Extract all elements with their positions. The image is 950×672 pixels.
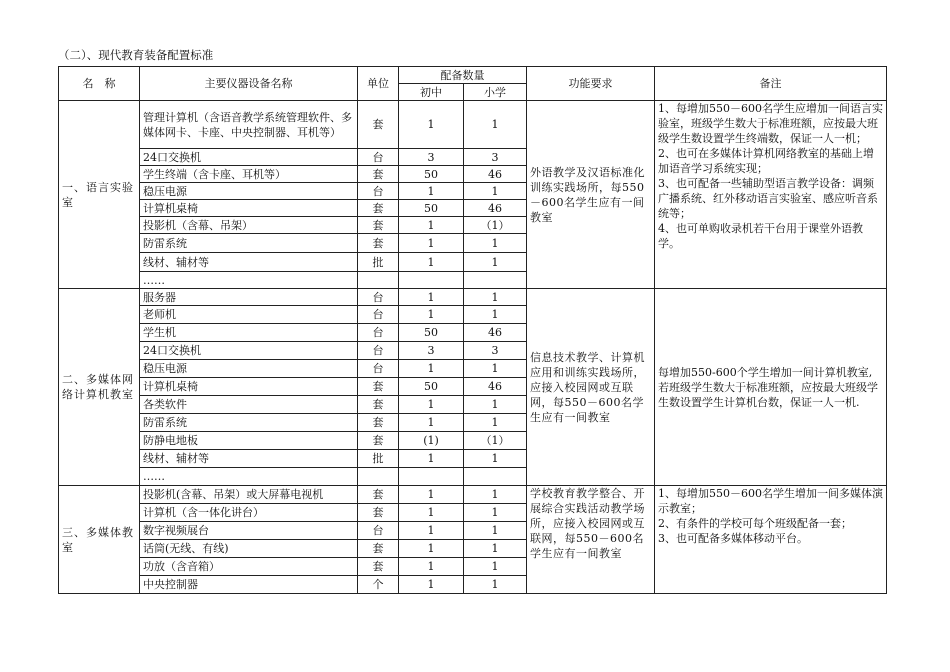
junior-qty: 1 — [399, 576, 464, 594]
header-junior: 初中 — [399, 84, 464, 101]
primary-qty: 1 — [464, 101, 527, 149]
equipment-standard-table — [58, 66, 887, 594]
remark-line: 2、有条件的学校可每个班级配备一套； — [658, 517, 852, 530]
unit-cell: 套 — [358, 486, 399, 504]
header-remark: 备注 — [655, 67, 887, 101]
primary-qty: 1 — [464, 396, 527, 414]
junior-qty: 1 — [399, 450, 464, 468]
unit-cell: 台 — [358, 360, 399, 378]
category-name: 一、语言实验室 — [59, 101, 140, 289]
equipment-name: …… — [140, 468, 358, 486]
equipment-name: 稳压电源 — [140, 360, 358, 378]
primary-qty: 1 — [464, 253, 527, 272]
function-requirement: 学校教育教学整合、开展综合实践活动教学场所，应接入校园网或互联网，每550－600名学生应有一间教室 — [527, 486, 655, 594]
junior-qty: 1 — [399, 396, 464, 414]
equipment-name: 投影机(含幕、吊架）或大屏幕电视机 — [140, 486, 358, 504]
equipment-name: 防雷系统 — [140, 414, 358, 432]
junior-qty: 1 — [399, 217, 464, 234]
remark-line: 2、也可在多媒体计算机网络教室的基础上增加语音学习系统实现； — [658, 147, 874, 175]
equipment-name: 防雷系统 — [140, 234, 358, 253]
unit-cell: 套 — [358, 504, 399, 522]
junior-qty: 3 — [399, 342, 464, 360]
equipment-name: 老师机 — [140, 306, 358, 324]
unit-cell: 批 — [358, 450, 399, 468]
unit-cell: 台 — [358, 324, 399, 342]
junior-qty — [399, 272, 464, 289]
equipment-name: 各类软件 — [140, 396, 358, 414]
category-name: 二、多媒体网络计算机教室 — [59, 289, 140, 486]
junior-qty: 1 — [399, 522, 464, 540]
table-row — [59, 101, 887, 149]
unit-cell: 套 — [358, 234, 399, 253]
unit-cell: 套 — [358, 200, 399, 217]
equipment-name: 线材、辅材等 — [140, 450, 358, 468]
junior-qty: 1 — [399, 101, 464, 149]
equipment-name: 24口交换机 — [140, 342, 358, 360]
primary-qty: （1） — [464, 432, 527, 450]
junior-qty: 50 — [399, 166, 464, 183]
equipment-name: 计算机桌椅 — [140, 200, 358, 217]
primary-qty: 1 — [464, 576, 527, 594]
unit-cell: 套 — [358, 414, 399, 432]
unit-cell: 套 — [358, 432, 399, 450]
junior-qty: 1 — [399, 289, 464, 306]
equipment-name: 学生机 — [140, 324, 358, 342]
unit-cell: 台 — [358, 289, 399, 306]
unit-cell: 台 — [358, 522, 399, 540]
header-function: 功能要求 — [527, 67, 655, 101]
equipment-name: 数字视频展台 — [140, 522, 358, 540]
header-equipment: 主要仪器设备名称 — [140, 67, 358, 101]
function-requirement: 外语教学及汉语标准化训练实践场所，每550－600名学生应有一间教室 — [527, 101, 655, 289]
function-requirement: 信息技术教学、计算机应用和训练实践场所，应接入校园网或互联网，每550－600名学生应有一间教室 — [527, 289, 655, 486]
primary-qty: 3 — [464, 149, 527, 166]
header-quantity: 配备数量 — [399, 67, 527, 84]
equipment-name: 稳压电源 — [140, 183, 358, 200]
primary-qty: （1） — [464, 217, 527, 234]
remark-cell — [655, 101, 887, 289]
primary-qty: 1 — [464, 522, 527, 540]
header-row-1 — [59, 67, 887, 84]
junior-qty — [399, 468, 464, 486]
remark-cell — [655, 289, 887, 486]
unit-cell: 套 — [358, 558, 399, 576]
equipment-name: 线材、辅材等 — [140, 253, 358, 272]
primary-qty: 1 — [464, 504, 527, 522]
unit-cell: 套 — [358, 101, 399, 149]
junior-qty: 1 — [399, 486, 464, 504]
primary-qty: 1 — [464, 360, 527, 378]
junior-qty: 1 — [399, 183, 464, 200]
primary-qty: 3 — [464, 342, 527, 360]
primary-qty: 1 — [464, 306, 527, 324]
unit-cell: 台 — [358, 306, 399, 324]
junior-qty: (1) — [399, 432, 464, 450]
table-row — [59, 289, 887, 306]
unit-cell: 套 — [358, 217, 399, 234]
junior-qty: 50 — [399, 200, 464, 217]
section-heading: （二）、现代教育装备配置标准 — [58, 48, 214, 62]
equipment-name: 服务器 — [140, 289, 358, 306]
primary-qty: 46 — [464, 378, 527, 396]
junior-qty: 1 — [399, 306, 464, 324]
equipment-name: 话筒(无线、有线) — [140, 540, 358, 558]
equipment-name: …… — [140, 272, 358, 289]
equipment-name: 中央控制器 — [140, 576, 358, 594]
primary-qty: 1 — [464, 558, 527, 576]
primary-qty: 46 — [464, 200, 527, 217]
remark-line: 4、也可单购收录机若干台用于课堂外语教学。 — [658, 222, 863, 250]
junior-qty: 1 — [399, 558, 464, 576]
equipment-name: 计算机（含一体化讲台） — [140, 504, 358, 522]
junior-qty: 3 — [399, 149, 464, 166]
remark-line: 每增加550-600个学生增加一间计算机教室,若班级学生数大于标准班额，应按最大班级学生数设置学生计算机台数，保证一人一机. — [658, 365, 878, 409]
unit-cell: 套 — [358, 396, 399, 414]
header-unit: 单位 — [358, 67, 399, 101]
primary-qty: 1 — [464, 183, 527, 200]
unit-cell — [358, 272, 399, 289]
header-name: 名 称 — [59, 67, 140, 101]
equipment-name: 防静电地板 — [140, 432, 358, 450]
primary-qty: 46 — [464, 324, 527, 342]
unit-cell: 套 — [358, 378, 399, 396]
junior-qty: 1 — [399, 360, 464, 378]
primary-qty: 1 — [464, 486, 527, 504]
equipment-name: 计算机桌椅 — [140, 378, 358, 396]
primary-qty — [464, 468, 527, 486]
junior-qty: 1 — [399, 234, 464, 253]
remark-line: 1、每增加550－600名学生应增加一间语言实验室，班级学生数大于标准班额，应按最大班级学生数设置学生终端数，保证一人一机； — [658, 102, 883, 145]
unit-cell — [358, 468, 399, 486]
primary-qty: 46 — [464, 166, 527, 183]
unit-cell: 台 — [358, 183, 399, 200]
remark-line: 3、也可配备多媒体移动平台。 — [658, 532, 808, 545]
primary-qty: 1 — [464, 234, 527, 253]
primary-qty: 1 — [464, 289, 527, 306]
junior-qty: 1 — [399, 253, 464, 272]
table-body — [59, 101, 887, 594]
equipment-name: 24口交换机 — [140, 149, 358, 166]
unit-cell: 套 — [358, 540, 399, 558]
unit-cell: 套 — [358, 166, 399, 183]
header-primary: 小学 — [464, 84, 527, 101]
equipment-name: 功放（含音箱） — [140, 558, 358, 576]
equipment-name: 投影机（含幕、吊架） — [140, 217, 358, 234]
unit-cell: 台 — [358, 342, 399, 360]
category-name: 三、多媒体教室 — [59, 486, 140, 594]
unit-cell: 批 — [358, 253, 399, 272]
unit-cell: 台 — [358, 149, 399, 166]
primary-qty — [464, 272, 527, 289]
remark-cell — [655, 486, 887, 594]
junior-qty: 1 — [399, 504, 464, 522]
junior-qty: 1 — [399, 540, 464, 558]
junior-qty: 50 — [399, 324, 464, 342]
unit-cell: 个 — [358, 576, 399, 594]
remark-line: 1、每增加550－600名学生增加一间多媒体演示教室； — [658, 487, 883, 515]
primary-qty: 1 — [464, 540, 527, 558]
primary-qty: 1 — [464, 450, 527, 468]
equipment-name: 管理计算机（含语音教学系统管理软件、多媒体网卡、卡座、中央控制器、耳机等） — [140, 101, 358, 149]
table-row — [59, 486, 887, 504]
remark-line: 3、也可配备一些辅助型语言教学设备：调频广播系统、红外移动语言实验室、感应听音系统等； — [658, 177, 878, 220]
primary-qty: 1 — [464, 414, 527, 432]
junior-qty: 1 — [399, 414, 464, 432]
equipment-name: 学生终端（含卡座、耳机等） — [140, 166, 358, 183]
junior-qty: 50 — [399, 378, 464, 396]
